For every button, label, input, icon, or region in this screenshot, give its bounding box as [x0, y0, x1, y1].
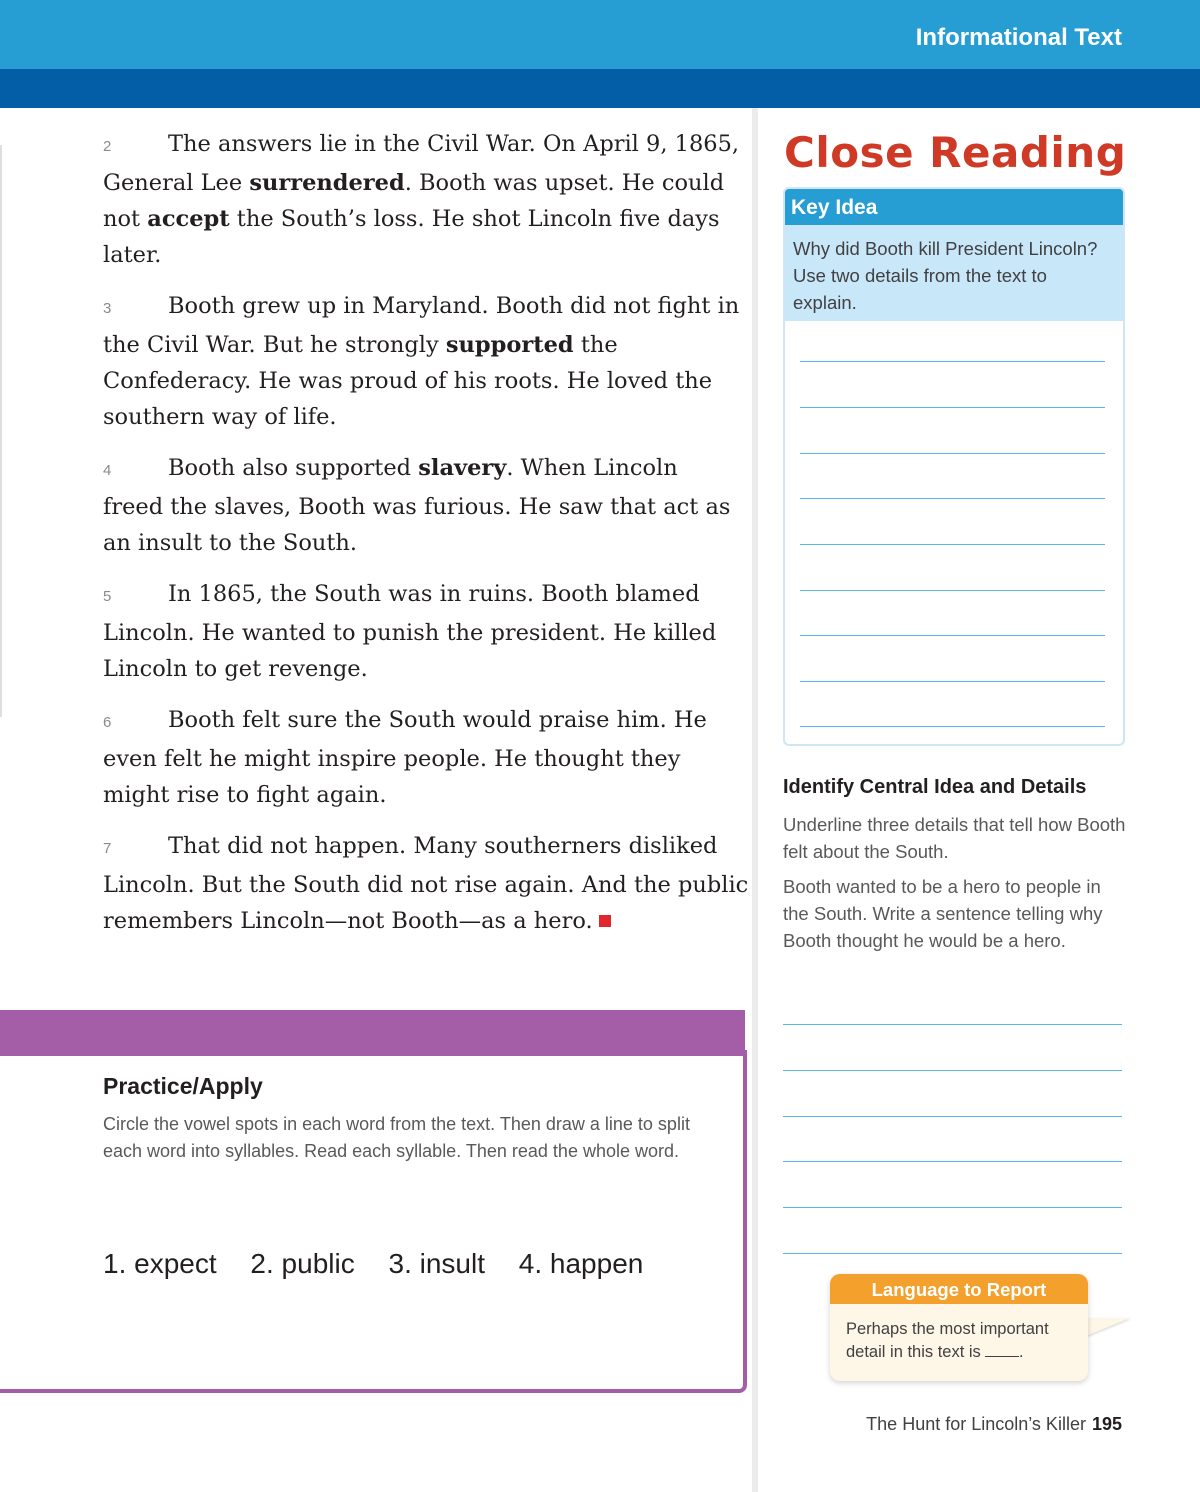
paragraph-text: the South’s loss. He shot Lincoln five days later. [103, 206, 720, 268]
answer-line[interactable] [783, 1207, 1122, 1208]
practice-box [0, 1050, 747, 1393]
vocab-word: surrendered [249, 170, 405, 196]
paragraph-3 [103, 288, 743, 435]
key-idea-box [783, 187, 1125, 746]
key-idea-question: Why did Booth kill President Lincoln? Use two details from the text to explain. [785, 225, 1123, 321]
fill-in-blank [985, 1356, 1019, 1357]
practice-instructions: Circle the vowel spots in each word from the text. Then draw a line to split each word into syllables. Read each syllable. Then read the whole word. [103, 1114, 690, 1161]
answer-line[interactable] [783, 1116, 1122, 1117]
paragraph-6 [103, 702, 743, 813]
column-divider [752, 108, 758, 1492]
paragraph-number: 2 [103, 138, 112, 155]
paragraph-text: Booth also supported [168, 455, 419, 481]
sentence-frame-text: Perhaps the most important detail in this text is [846, 1320, 1049, 1361]
sentence-frame-end: . [1018, 1343, 1024, 1361]
language-to-report-box [830, 1274, 1088, 1381]
page-footer [866, 1414, 1122, 1435]
paragraph-number: 3 [103, 300, 112, 317]
paragraph-7 [103, 828, 753, 939]
paragraph-text: Booth grew up in Maryland. Booth did not fight in the Civil War. But he strongly [103, 293, 740, 358]
paragraph-text: . Booth was upset. He could not [103, 170, 725, 232]
answer-line[interactable] [800, 453, 1105, 454]
margin-rule [0, 145, 2, 717]
paragraph-number: 7 [103, 840, 112, 857]
practice-word: 2. public [250, 1248, 355, 1279]
identify-instruction: Underline three details that tell how Booth felt about the South. [783, 814, 1126, 862]
paragraph-number: 5 [103, 588, 112, 605]
answer-line[interactable] [800, 590, 1105, 591]
paragraph-text: . When Lincoln freed the slaves, Booth was furious. He saw that act as an insult to the South. [103, 455, 731, 556]
language-label: Language to Report [830, 1274, 1088, 1304]
vocab-word: supported [445, 332, 574, 358]
paragraph-number: 6 [103, 714, 112, 731]
paragraph-2 [103, 126, 743, 273]
answer-line[interactable] [800, 635, 1105, 636]
paragraph-text: The answers lie in the Civil War. On April 9, 1865, General Lee [103, 131, 740, 196]
answer-line[interactable] [800, 407, 1105, 408]
answer-line[interactable] [800, 681, 1105, 682]
practice-title: Practice/Apply [103, 1073, 263, 1099]
header-bar [0, 0, 1200, 69]
paragraph-text: That did not happen. Many southerners disliked Lincoln. But the South did not rise again. And the public remembers Lincoln—not Booth—as a hero. [103, 833, 749, 934]
answer-line[interactable] [800, 361, 1105, 362]
answer-line[interactable] [800, 544, 1105, 545]
paragraph-text: In 1865, the South was in ruins. Booth blamed Lincoln. He wanted to punish the president. He killed Lincoln to get revenge. [103, 581, 717, 682]
practice-word: 4. happen [518, 1248, 644, 1279]
paragraph-number: 4 [103, 462, 112, 479]
end-mark-icon [599, 915, 611, 927]
vocab-word: slavery [418, 455, 507, 481]
vocab-word: accept [147, 206, 230, 232]
subheader-bar [0, 69, 1200, 108]
paragraph-text: Booth felt sure the South would praise him. He even felt he might inspire people. He thought they might rise to fight again. [103, 707, 707, 808]
paragraph-5 [103, 576, 743, 687]
key-idea-label: Key Idea [785, 189, 1123, 225]
answer-line[interactable] [783, 1253, 1122, 1254]
section-label: Informational Text [915, 24, 1122, 51]
practice-word: 1. expect [103, 1248, 217, 1279]
answer-line[interactable] [783, 1070, 1122, 1071]
paragraph-text: the Confederacy. He was proud of his roots. He loved the southern way of life. [103, 332, 713, 430]
identify-title: Identify Central Idea and Details [783, 776, 1087, 798]
book-title: The Hunt for Lincoln’s Killer [866, 1414, 1086, 1434]
language-sentence-frame [830, 1304, 1088, 1364]
page-number: 195 [1091, 1414, 1122, 1434]
identify-prompt: Booth wanted to be a hero to people in the South. Write a sentence telling why Booth thought he would be a hero. [783, 876, 1103, 951]
practice-word-list [103, 1248, 669, 1280]
answer-line[interactable] [800, 498, 1105, 499]
practice-word: 3. insult [388, 1248, 485, 1279]
answer-line[interactable] [800, 726, 1105, 727]
speech-bubble-tail-icon [1086, 1318, 1130, 1336]
paragraph-4 [103, 450, 743, 561]
answer-line[interactable] [783, 1024, 1122, 1025]
close-reading-title: Close Reading [784, 128, 1127, 177]
answer-line[interactable] [783, 1161, 1122, 1162]
